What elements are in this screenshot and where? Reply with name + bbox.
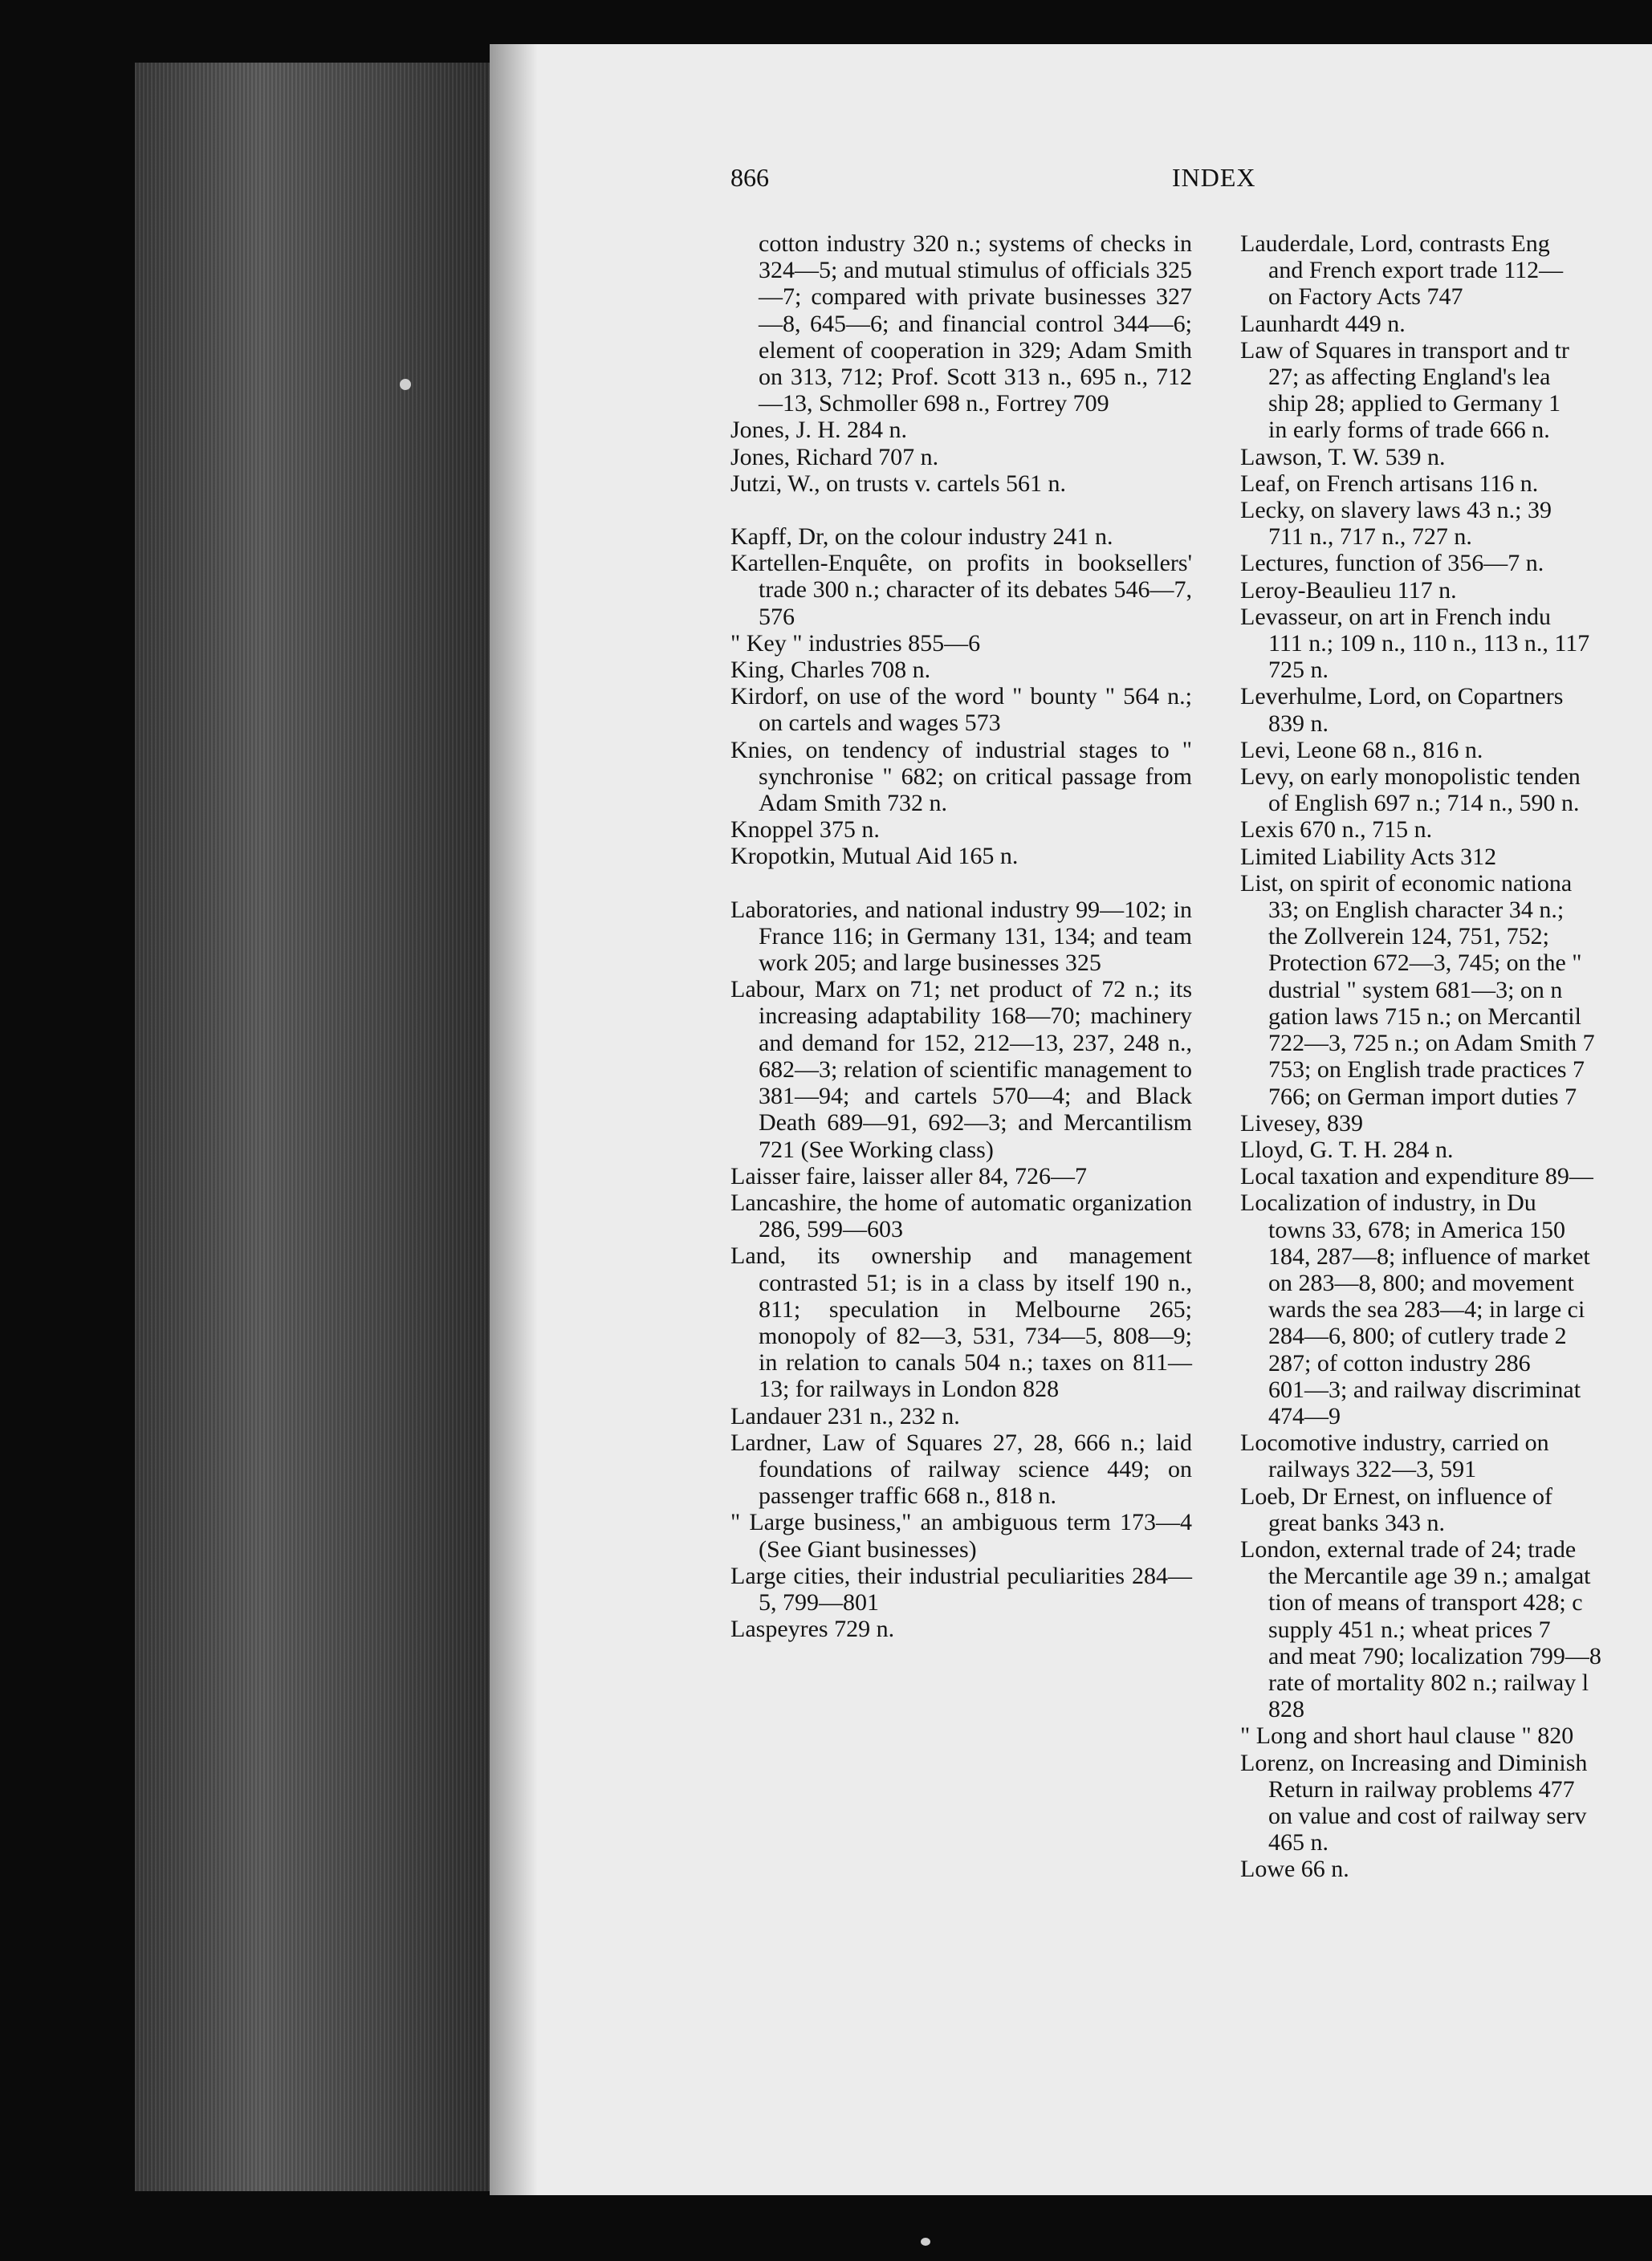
index-entry: Lardner, Law of Squares 27, 28, 666 n.; laid foundations of railway science 449; on passenger traffic 668 n., 818 n. [730,1429,1192,1510]
index-entry: Knoppel 375 n. [730,816,880,844]
index-line: Lecky, on slavery laws 43 n.; 39 [1240,497,1552,524]
index-entry: Large cities, their industrial peculiarities 284—5, 799—801 [730,1562,1192,1616]
index-line: Lauderdale, Lord, contrasts Eng [1240,230,1550,257]
index-line: Limited Liability Acts 312 [1240,843,1497,870]
gutter-shadow [490,44,538,2195]
index-line: supply 451 n.; wheat prices 7 [1268,1616,1551,1643]
index-line: 184, 287—8; influence of market [1268,1242,1590,1270]
index-line: railways 322—3, 591 [1268,1456,1477,1483]
index-line: 474—9 [1268,1402,1341,1429]
index-entry: " Large business," an ambiguous term 173—4 (See Giant businesses) [730,1509,1192,1563]
index-line: 725 n. [1268,657,1329,684]
index-line: Lorenz, on Increasing and Diminish [1240,1749,1588,1776]
index-line: Leroy-Beaulieu 117 n. [1240,576,1457,604]
index-entry: Kropotkin, Mutual Aid 165 n. [730,843,1019,870]
index-line: Loeb, Dr Ernest, on influence of [1240,1482,1553,1510]
index-line: wards the sea 283—4; in large ci [1268,1296,1585,1324]
index-entry: Jutzi, W., on trusts v. cartels 561 n. [730,470,1067,497]
index-line: Leaf, on French artisans 116 n. [1240,470,1539,497]
index-line: 753; on English trade practices 7 [1268,1056,1585,1084]
index-line: Lawson, T. W. 539 n. [1240,443,1446,470]
index-line: in early forms of trade 666 n. [1268,417,1550,444]
index-column-left [730,230,1192,1642]
index-entry: Laboratories, and national industry 99—102; in France 116; in Germany 131, 134; and team work 205; and large businesses 325 [730,896,1192,977]
index-line: Leverhulme, Lord, on Copartners [1240,683,1564,710]
index-line: on Factory Acts 747 [1268,283,1463,311]
index-line: Localization of industry, in Du [1240,1189,1536,1217]
index-line: Lowe 66 n. [1240,1856,1349,1883]
index-line: 828 [1268,1696,1304,1723]
dust-speck [921,2238,930,2246]
index-line: Lexis 670 n., 715 n. [1240,816,1433,844]
index-line: tion of means of transport 428; c [1268,1589,1583,1616]
running-head: INDEX [1172,163,1256,192]
index-line: 722—3, 725 n.; on Adam Smith 7 [1268,1030,1595,1057]
letter-gap [730,497,1192,523]
index-line: 766; on German import duties 7 [1268,1083,1577,1110]
index-column-right [1240,230,1652,1883]
index-entry: Knies, on tendency of industrial stages to " synchronise " 682; on critical passage from Adam Smith 732 n. [730,736,1192,817]
index-line: 465 n. [1268,1829,1329,1856]
index-line: and meat 790; localization 799—8 [1268,1642,1601,1669]
index-entry: Kirdorf, on use of the word " bounty " 564 n.; on cartels and wages 573 [730,683,1192,737]
index-line: 839 n. [1268,710,1329,737]
index-line: 287; of cotton industry 286 [1268,1349,1531,1377]
index-entry: Lancashire, the home of automatic organization 286, 599—603 [730,1189,1192,1243]
index-entry: Kapff, Dr, on the colour industry 241 n. [730,523,1113,551]
index-line: Locomotive industry, carried on [1240,1429,1549,1457]
index-line: Protection 672—3, 745; on the " [1268,950,1582,977]
index-entry: Kartellen-Enquête, on profits in booksellers' trade 300 n.; character of its debates 546—7, 576 [730,550,1192,630]
index-entry: Land, its ownership and management contrasted 51; is in a class by itself 190 n., 811; speculation in Melbourne 265; monopoly of 82—3, 531, 734—5, 808—9; in relation to canals 504 n.; taxes on 811—13; for railways in London 828 [730,1242,1192,1403]
index-line: Launhardt 449 n. [1240,310,1406,337]
dust-speck [400,379,411,390]
index-line: 27; as affecting England's lea [1268,364,1551,391]
index-line: Lloyd, G. T. H. 284 n. [1240,1136,1454,1163]
page-number: 866 [730,163,769,192]
index-entry: King, Charles 708 n. [730,657,931,684]
index-line: ship 28; applied to Germany 1 [1268,390,1561,417]
index-line: Livesey, 839 [1240,1109,1364,1137]
index-entry: Jones, J. H. 284 n. [730,417,908,444]
index-line: 284—6, 800; of cutlery trade 2 [1268,1323,1567,1350]
index-line: gation laws 715 n.; on Mercantil [1268,1002,1581,1030]
book-fore-edge [135,63,492,2191]
index-line: 711 n., 717 n., 727 n. [1268,523,1472,551]
index-line: Levasseur, on art in French indu [1240,603,1552,630]
index-line: dustrial " system 681—3; on n [1268,976,1563,1003]
index-line: 33; on English character 34 n.; [1268,897,1565,924]
index-line: Levi, Leone 68 n., 816 n. [1240,736,1483,763]
index-page [490,44,1652,2195]
index-line: Return in railway problems 477 [1268,1775,1575,1803]
index-entry: cotton industry 320 n.; systems of checks in 324—5; and mutual stimulus of officials 325—7; compared with private businesses 327—8, 645—6; and financial control 344—6; element of cooperation in 329; Adam Smith on 313, 712; Prof. Scott 313 n., 695 n., 712—13, Schmoller 698 n., Fortrey 709 [759,230,1192,417]
index-line: Law of Squares in transport and tr [1240,336,1569,364]
index-line: " Long and short haul clause " 820 [1240,1722,1574,1750]
index-line: 111 n.; 109 n., 110 n., 113 n., 117 [1268,630,1590,657]
index-line: Local taxation and expenditure 89— [1240,1163,1593,1190]
index-line: Lectures, function of 356—7 n. [1240,550,1544,577]
index-entry: Laspeyres 729 n. [730,1616,895,1643]
index-line: of English 697 n.; 714 n., 590 n. [1268,790,1580,817]
index-line: the Mercantile age 39 n.; amalgat [1268,1563,1591,1590]
index-entry: Landauer 231 n., 232 n. [730,1402,960,1429]
index-line: great banks 343 n. [1268,1509,1445,1536]
index-line: List, on spirit of economic nationa [1240,869,1573,897]
index-entry: Labour, Marx on 71; net product of 72 n.; its increasing adaptability 168—70; machinery and demand for 152, 212—13, 237, 248 n., 682—3; relation of scientific management to 381—94; and cartels 570—4; and Black Death 689—91, 692—3; and Mercantilism 721 (See Working class) [730,976,1192,1163]
index-line: 601—3; and railway discriminat [1268,1376,1581,1403]
index-entry: " Key " industries 855—6 [730,629,981,657]
index-line: on 283—8, 800; and movement [1268,1269,1574,1296]
index-line: the Zollverein 124, 751, 752; [1268,923,1549,950]
index-line: London, external trade of 24; trade [1240,1535,1577,1563]
index-entry: Laisser faire, laisser aller 84, 726—7 [730,1162,1088,1189]
index-line: Levy, on early monopolistic tenden [1240,763,1581,791]
index-line: towns 33, 678; in America 150 [1268,1216,1565,1243]
index-entry: Jones, Richard 707 n. [730,443,939,470]
letter-gap [730,870,1192,897]
index-line: and French export trade 112— [1268,257,1564,284]
index-line: on value and cost of railway serv [1268,1802,1587,1829]
index-line: rate of mortality 802 n.; railway l [1268,1669,1589,1696]
